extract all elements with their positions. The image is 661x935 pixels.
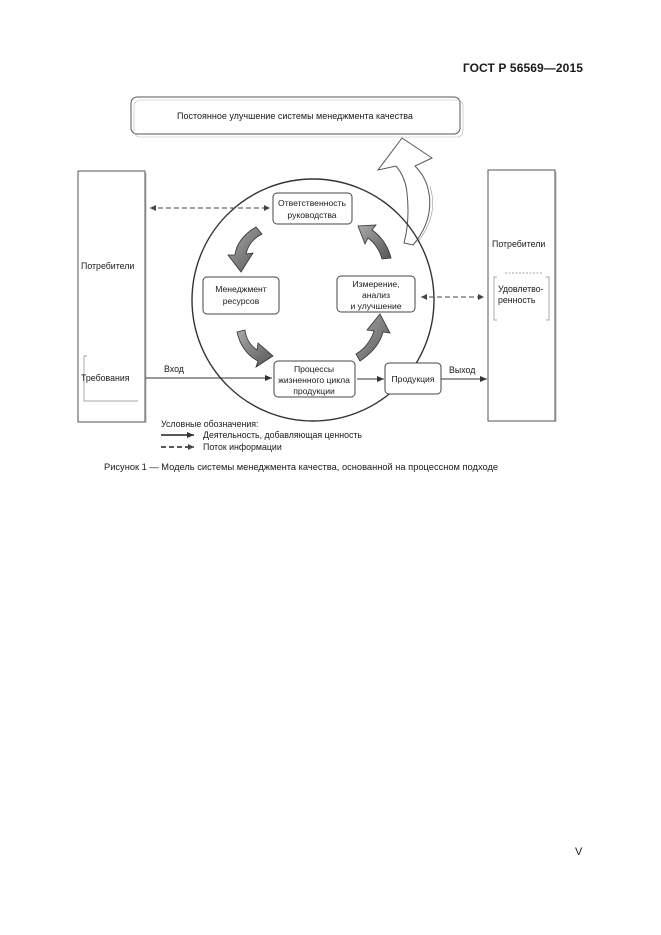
svg-text:Измерение,: Измерение, [352,279,400,289]
requirements-label: Требования [81,373,130,383]
figure-caption: Рисунок 1 — Модель системы менеджмента качества, основанной на процессном подходе [104,462,499,472]
svg-text:анализ: анализ [361,290,391,300]
svg-text:жизненного цикла: жизненного цикла [278,375,350,385]
satisfaction-line1: Удовлетво- [498,284,544,294]
cycle-arrow-resources-to-processes-icon [237,330,273,367]
svg-text:Продукция: Продукция [391,374,435,384]
standard-code: ГОСТ Р 56569—2015 [462,61,583,75]
svg-text:продукции: продукции [293,386,335,396]
svg-text:руководства: руководства [287,210,337,220]
left-customers-title: Потребители [81,261,135,271]
node-product-lifecycle-processes [274,361,355,397]
output-label: Выход [449,365,476,375]
node-measurement-analysis [337,276,415,312]
right-customers-title: Потребители [492,239,546,249]
satisfaction-line2: ренность [498,295,536,305]
left-customers-box [78,171,146,423]
continuous-improvement-banner [131,97,463,137]
cycle-arrow-responsibility-to-resources-icon [228,227,262,272]
legend-dashed-label: Поток информации [203,442,282,452]
node-resource-management [203,277,279,314]
svg-text:Ответственность: Ответственность [278,198,346,208]
improvement-arrow-icon [378,138,433,245]
right-customers-box [488,170,556,422]
node-product [385,363,441,394]
input-label: Вход [164,364,184,374]
banner-text: Постоянное улучшение системы менеджмента качества [177,111,413,121]
svg-text:и улучшение: и улучшение [350,301,402,311]
page-number: V [575,846,583,858]
cycle-arrow-processes-to-measurement-icon [356,314,390,361]
cycle-arrow-measurement-to-responsibility-icon [358,225,391,259]
svg-text:Менеджмент: Менеджмент [215,284,267,294]
svg-text:Процессы: Процессы [293,364,335,374]
node-management-responsibility [273,193,352,224]
legend-solid-label: Деятельность, добавляющая ценность [203,430,363,440]
legend-title: Условные обозначения: [161,419,259,429]
svg-text:ресурсов: ресурсов [222,296,260,306]
legend [161,419,362,452]
